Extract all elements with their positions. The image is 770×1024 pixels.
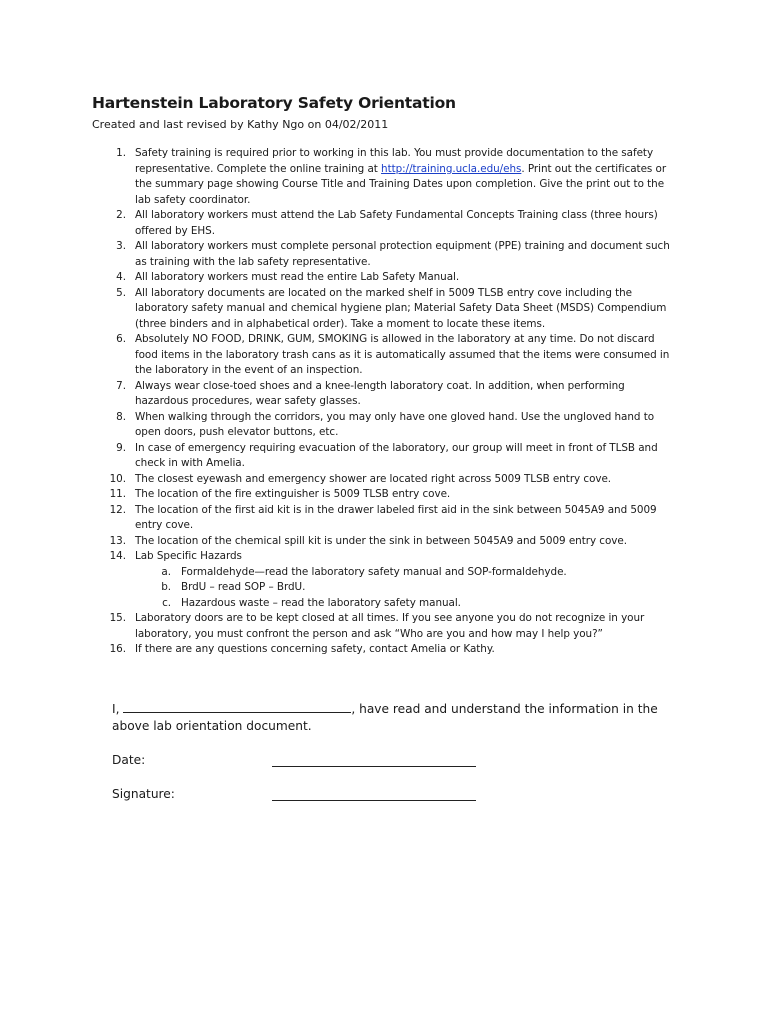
item-text: The location of the first aid kit is in the drawer labeled first aid in the sink between 5045A9 and 5009 entry cove. — [135, 503, 657, 531]
item-text: All laboratory workers must read the entire Lab Safety Manual. — [135, 271, 460, 283]
ack-prefix: I, — [112, 702, 120, 716]
item-text: The location of the chemical spill kit is under the sink in between 5045A9 and 5009 entry cove. — [135, 534, 627, 547]
item-number: 9. — [116, 441, 126, 454]
item-number: 13. — [109, 534, 126, 547]
sub-list-item — [135, 596, 680, 612]
sub-list-item — [135, 580, 680, 596]
list-item — [0, 503, 680, 534]
list-item — [0, 611, 680, 642]
item-text: . Print out the certificates or the summary page showing Course Title and Training Dates upon completion. Give the print out to the lab safety coordinator. — [135, 162, 667, 206]
item-text: The location of the fire extinguisher is 5009 TLSB entry cove. — [135, 488, 451, 500]
item-number: 2. — [116, 209, 126, 221]
item-text: Lab Specific Hazards — [135, 550, 242, 562]
item-text: The closest eyewash and emergency shower are located right across 5009 TLSB entry cove. — [135, 472, 612, 485]
sub-item-letter: a. — [161, 565, 171, 578]
list-item — [0, 379, 680, 410]
item-number: 4. — [116, 271, 126, 283]
item-number: 5. — [116, 286, 126, 299]
list-item — [0, 410, 680, 441]
list-item — [0, 642, 680, 658]
list-item — [0, 534, 680, 550]
item-number: 6. — [116, 333, 126, 345]
item-text: All laboratory workers must attend the Lab Safety Fundamental Concepts Training class (three hours) offered by EHS. — [135, 209, 658, 237]
item-number: 16. — [109, 643, 126, 655]
date-blank-line[interactable] — [272, 766, 476, 767]
list-item — [0, 472, 680, 488]
sub-item-text: Formaldehyde—read the laboratory safety manual and SOP-formaldehyde. — [181, 565, 567, 578]
hazard-sub-list — [135, 565, 680, 612]
item-text: Safety training is required prior to working in this lab. You must provide documentation to the safety representative. Complete the online training at — [135, 147, 654, 175]
item-number: 7. — [116, 379, 126, 392]
item-number: 11. — [109, 488, 126, 500]
item-text: All laboratory workers must complete personal protection equipment (PPE) training and document such as training with the lab safety representative. — [135, 240, 670, 268]
item-number: 15. — [109, 612, 126, 624]
document-title: Hartenstein Laboratory Safety Orientation — [92, 94, 456, 112]
list-item — [0, 239, 680, 270]
item-text: Absolutely NO FOOD, DRINK, GUM, SMOKING is allowed in the laboratory at any time. Do not discard food items in the laboratory trash cans as it is automatically assumed that the items were consumed in the laboratory in the event of an inspection. — [135, 333, 670, 376]
orientation-list — [0, 146, 770, 658]
list-item — [0, 441, 680, 472]
list-item — [0, 286, 680, 333]
item-text: If there are any questions concerning safety, contact Amelia or Kathy. — [135, 643, 495, 655]
list-item — [0, 332, 680, 379]
item-number: 12. — [109, 503, 126, 516]
sub-item-letter: c. — [162, 596, 171, 609]
list-item — [0, 270, 680, 286]
item-number: 8. — [116, 410, 126, 423]
list-item — [0, 208, 680, 239]
acknowledgement-statement — [112, 701, 682, 735]
signature-blank-line[interactable] — [272, 800, 476, 801]
sub-list-item — [135, 565, 680, 581]
item-number: 3. — [116, 240, 126, 252]
sub-item-letter: b. — [161, 581, 171, 593]
item-text: In case of emergency requiring evacuation of the laboratory, our group will meet in front of TLSB and check in with Amelia. — [135, 441, 658, 469]
item-number: 1. — [116, 147, 126, 159]
document-subtitle: Created and last revised by Kathy Ngo on 04/02/2011 — [92, 118, 389, 131]
item-text: Laboratory doors are to be kept closed at all times. If you see anyone you do not recognize in your laboratory, you must confront the person and ask “Who are you and how may I help you?” — [135, 612, 645, 640]
date-label: Date: — [112, 753, 146, 767]
name-blank-line[interactable] — [123, 701, 351, 713]
sub-item-text: Hazardous waste – read the laboratory safety manual. — [181, 596, 461, 609]
list-item — [0, 146, 680, 208]
list-item — [0, 487, 680, 503]
ack-suffix: , have read and understand the information in the above lab orientation document. — [112, 702, 658, 733]
item-number: 14. — [109, 550, 126, 562]
item-text: All laboratory documents are located on the marked shelf in 5009 TLSB entry cove including the laboratory safety manual and chemical hygiene plan; Material Safety Data Sheet (MSDS) Compendium (three binders and in alphabetical order). Take a moment to locate these items. — [135, 286, 667, 330]
item-number: 10. — [109, 472, 126, 485]
sub-item-text: BrdU – read SOP – BrdU. — [181, 581, 306, 593]
item-text: When walking through the corridors, you may only have one gloved hand. Use the ungloved hand to open doors, push elevator buttons, etc. — [135, 410, 655, 438]
signature-label: Signature: — [112, 787, 175, 801]
training-link[interactable]: http://training.ucla.edu/ehs — [381, 162, 522, 175]
list-item — [0, 549, 680, 611]
item-text: Always wear close-toed shoes and a knee-length laboratory coat. In addition, when performing hazardous procedures, wear safety glasses. — [135, 379, 625, 407]
